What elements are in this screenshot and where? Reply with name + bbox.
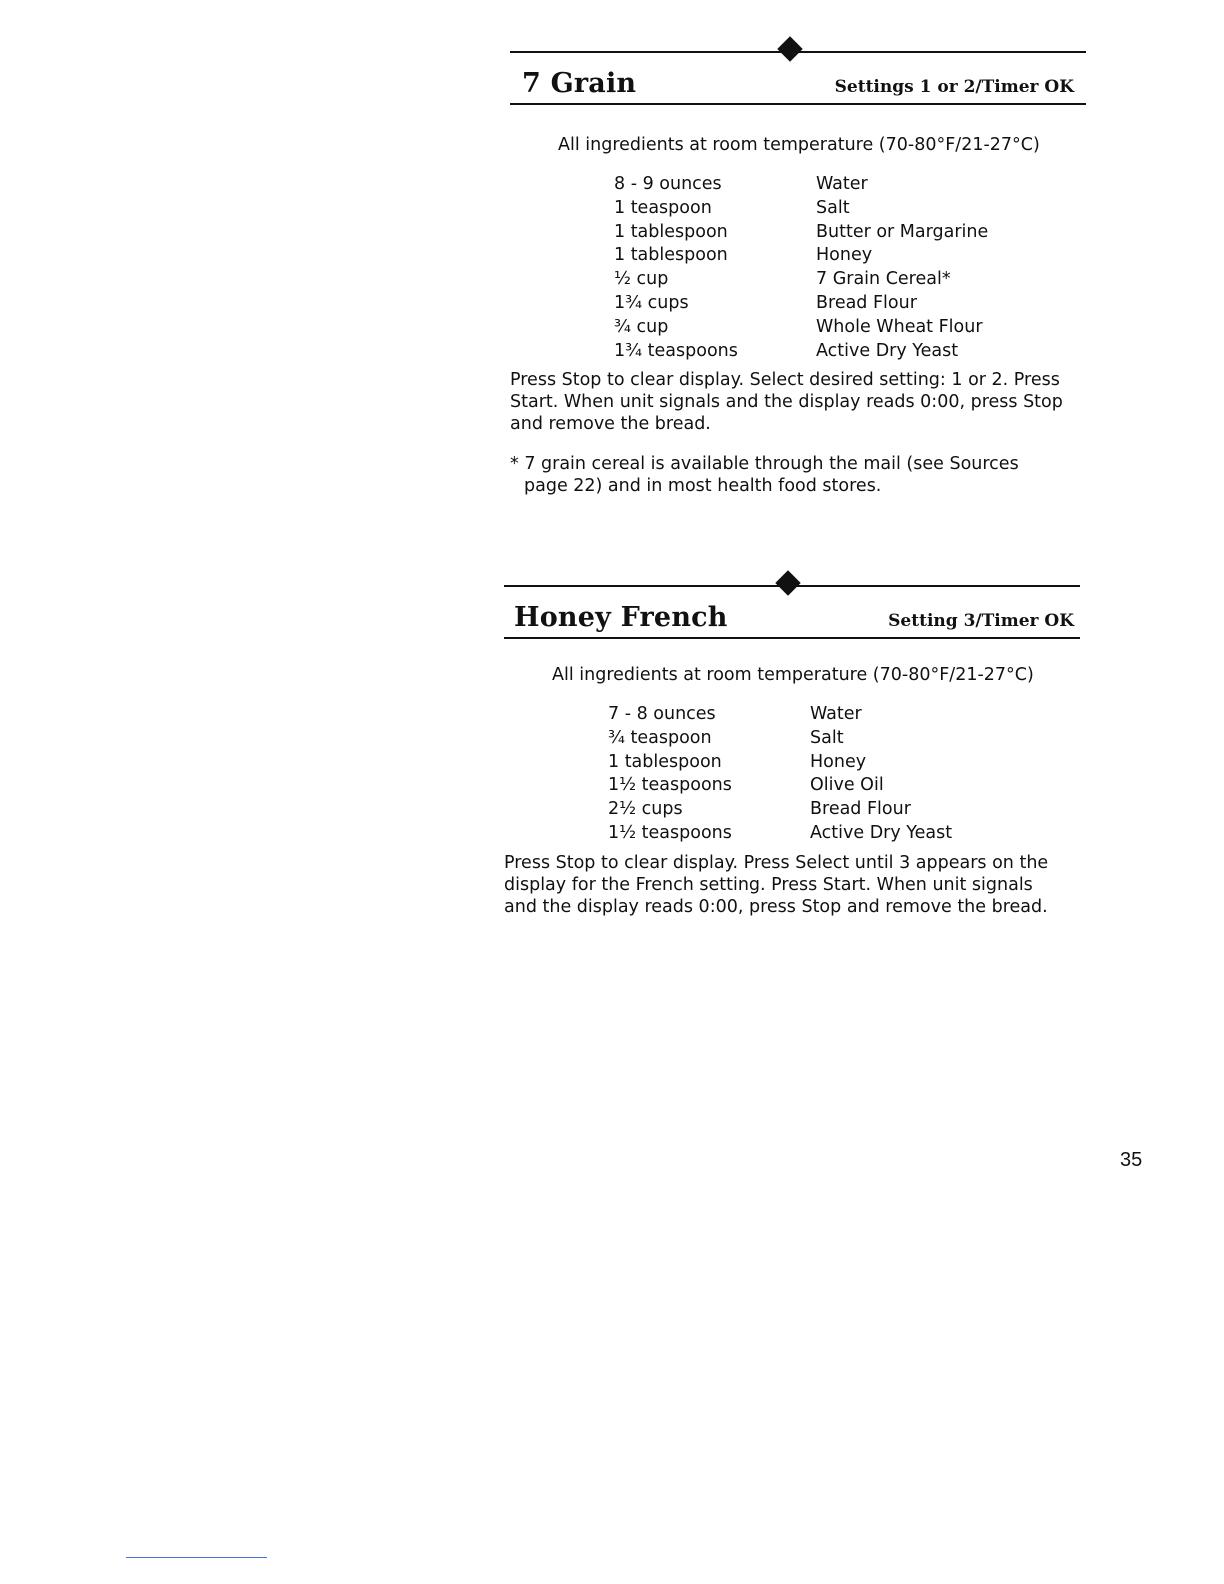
ingredient-quantity: 8 - 9 ounces xyxy=(614,174,722,194)
ingredient-name: Active Dry Yeast xyxy=(810,822,953,843)
ingredient-quantity: ¾ teaspoon xyxy=(608,727,712,748)
ingredient-row xyxy=(614,221,1086,245)
footnote: * 7 grain cereal is available through the mail (see Sources page 22) and in most health food stores. xyxy=(510,453,1019,496)
recipe-title: Honey French xyxy=(514,602,728,633)
recipe-7-grain xyxy=(510,36,1086,514)
ingredient-row xyxy=(614,244,1086,268)
ingredient-row xyxy=(608,822,1080,846)
page-number: 35 xyxy=(1120,1149,1143,1171)
ingredient-name: Water xyxy=(810,704,862,724)
ingredient-quantity: 1½ teaspoons xyxy=(608,822,732,843)
recipe-setting: Settings 1 or 2/Timer OK xyxy=(834,77,1074,97)
ingredient-row xyxy=(608,751,1080,775)
ingredient-list xyxy=(510,173,1086,363)
ingredient-list xyxy=(504,703,1080,846)
ingredient-name: Water xyxy=(816,174,868,194)
ingredient-name: Honey xyxy=(810,751,867,772)
recipe-honey-french xyxy=(504,570,1080,935)
ingredient-quantity: ¾ cup xyxy=(614,316,669,337)
ingredient-row xyxy=(608,727,1080,751)
ingredient-quantity: 1 teaspoon xyxy=(614,197,712,218)
decorative-underline xyxy=(126,1557,267,1558)
ingredient-quantity: 1½ teaspoons xyxy=(608,775,732,796)
ingredient-name: Bread Flour xyxy=(810,799,911,820)
ingredient-name: Active Dry Yeast xyxy=(816,340,959,361)
ingredient-name: Olive Oil xyxy=(810,775,884,796)
ingredient-row xyxy=(608,774,1080,798)
ingredient-quantity: 1¾ teaspoons xyxy=(614,340,738,361)
ingredient-row xyxy=(614,268,1086,292)
temperature-note: All ingredients at room temperature (70-80°F/21-27°C) xyxy=(558,135,1040,155)
ingredient-name: Whole Wheat Flour xyxy=(816,316,983,337)
ingredient-row xyxy=(614,340,1086,364)
ingredient-row xyxy=(614,316,1086,340)
ingredient-quantity: ½ cup xyxy=(614,269,669,290)
ingredient-quantity: 1 tablespoon xyxy=(608,751,722,772)
ingredient-quantity: 1 tablespoon xyxy=(614,245,728,266)
diamond-icon xyxy=(775,570,800,595)
ingredient-quantity: 1 tablespoon xyxy=(614,221,728,242)
ingredient-name: Butter or Margarine xyxy=(816,221,989,242)
section-divider xyxy=(510,36,1086,68)
diamond-icon xyxy=(777,36,802,61)
ingredient-row xyxy=(608,703,1080,727)
recipe-header xyxy=(510,68,1086,105)
recipe-title: 7 Grain xyxy=(522,68,637,99)
ingredient-row xyxy=(608,798,1080,822)
ingredient-name: Honey xyxy=(816,245,873,266)
ingredient-name: 7 Grain Cereal* xyxy=(816,269,951,290)
ingredient-quantity: 7 - 8 ounces xyxy=(608,704,716,724)
section-divider xyxy=(504,570,1080,602)
ingredient-row xyxy=(614,197,1086,221)
ingredient-name: Salt xyxy=(816,197,850,218)
ingredient-name: Bread Flour xyxy=(816,292,917,313)
recipe-header xyxy=(504,602,1080,639)
ingredient-row xyxy=(614,292,1086,316)
recipe-setting: Setting 3/Timer OK xyxy=(888,611,1074,631)
ingredient-name: Salt xyxy=(810,727,844,748)
ingredient-quantity: 2½ cups xyxy=(608,799,683,820)
instructions: Press Stop to clear display. Press Select until 3 appears on the display for the French setting. Press Start. When unit signals and the display reads 0:00, press Stop and remove the bread. xyxy=(504,852,1049,917)
temperature-note: All ingredients at room temperature (70-80°F/21-27°C) xyxy=(552,665,1034,685)
ingredient-quantity: 1¾ cups xyxy=(614,292,689,313)
instructions: Press Stop to clear display. Select desired setting: 1 or 2. Press Start. When unit signals and the display reads 0:00, press Stop and remove the bread. xyxy=(510,370,1063,435)
ingredient-row xyxy=(614,173,1086,197)
